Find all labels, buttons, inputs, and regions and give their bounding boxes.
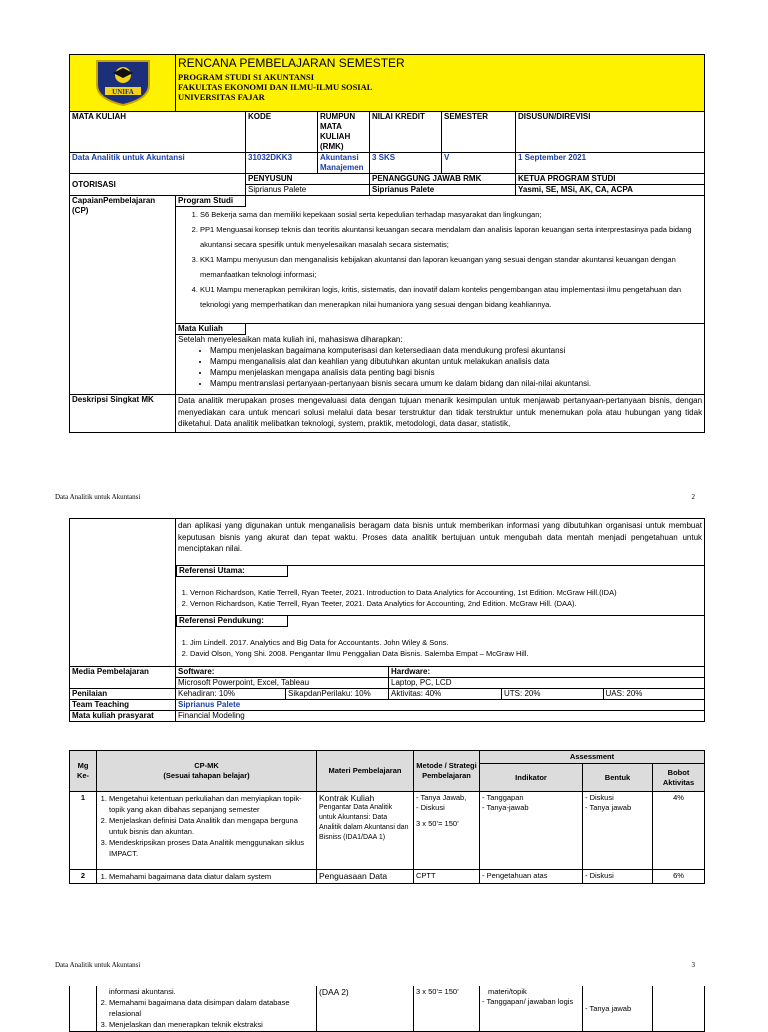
cp-mk-item: • Mampu menganalisis alat dan keahlian yang dibutuhkan akuntan untuk melakukan analisis data xyxy=(210,356,702,367)
row1-cpmk-item: 2. Menjelaskan definisi Data Analitik dan mengapa berguna untuk bisnis dan akuntan. xyxy=(109,815,314,837)
row2c-materi: (DAA 2) xyxy=(317,986,414,1032)
page-3-header xyxy=(55,961,695,969)
row2c-bentuk: - Tanya jawab xyxy=(583,986,653,1032)
row1-metode-list: - Tanya Jawab, - Diskusi xyxy=(416,793,467,812)
row2-metode: CPTT xyxy=(414,870,480,884)
row1-metode xyxy=(414,792,480,870)
cp-mk-spacer xyxy=(246,324,705,335)
header-metode: Metode / Strategi Pembelajaran xyxy=(414,751,480,792)
row1-metode-time: 3 x 50’= 150’ xyxy=(416,819,459,828)
ref-pendukung-section xyxy=(176,615,704,659)
row1-bentuk-item: Tanya jawab xyxy=(589,803,632,812)
value-team-teaching: Siprianus Palete xyxy=(176,700,705,711)
label-penilaian: Penilaian xyxy=(70,689,176,700)
label-otorisasi: OTORISASI xyxy=(70,174,246,196)
value-semester: V xyxy=(442,153,516,174)
row2-mg: 2 xyxy=(70,870,97,884)
row1-cpmk-item: 3. Mendeskripsikan proses Data Analitik menggunakan siklus IMPACT. xyxy=(109,837,314,859)
cp-prodi-item: 2. PP1 Menguasai konsep teknis dan teoritis akuntansi keuangan secara mendalam dan analisis laporan keuangan serta interprestasinya pada bidang akuntansi secara spesifik untuk menyelesaikan masalah secara sistematis; xyxy=(200,222,702,252)
row1-indikator-item: Tanggapan xyxy=(486,793,524,802)
page-2 xyxy=(0,518,768,884)
label-prasyarat: Mata kuliah prasyarat xyxy=(70,711,176,722)
header-indikator: Indikator xyxy=(480,764,583,792)
value-hardware: Laptop, PC, LCD xyxy=(389,678,705,689)
page-number: 2 xyxy=(691,493,695,501)
penilaian-kehadiran: Kehadiran: 10% xyxy=(176,689,286,700)
cp-prodi-item: 3. KK1 Mampu menyusun dan menganalisis kebijakan akuntansi dan laporan keuangan yang sesuai dengan standar akuntansi keuangan dengan memanfaatkan teknologi informasi; xyxy=(200,252,702,282)
row2-bentuk: - Diskusi xyxy=(583,870,653,884)
row2c-cpmk-item: 3. Menjelaskan dan menerapkan teknik ekstraksi xyxy=(109,1019,314,1030)
row2c-bobot xyxy=(653,986,705,1032)
penilaian-uts: UTS: 20% xyxy=(502,689,603,699)
row1-materi-title: Kontrak Kuliah xyxy=(319,793,375,803)
program-name: PROGRAM STUDI S1 AKUNTANSI xyxy=(178,72,315,82)
row2-materi: Penguasaan Data xyxy=(317,870,414,884)
document-title: RENCANA PEMBELAJARAN SEMESTER xyxy=(178,56,405,70)
cp-mk-item: • Mampu menjelaskan mengapa analisis data penting bagi bisnis xyxy=(210,367,702,378)
label-kode: KODE xyxy=(246,112,318,153)
running-title: Data Analitik untuk Akuntansi xyxy=(55,961,141,969)
rps-detail-table xyxy=(69,518,705,722)
row1-materi-text: Pengantar Data Analitik untuk Akuntansi: Data Analitik dalam Akuntansi dan Bisniss (IDA1/DAA 1) xyxy=(319,804,409,841)
svg-text:UNIFA: UNIFA xyxy=(111,88,134,96)
ref-utama-list xyxy=(190,587,704,609)
row2c-indikator: materi/topik - Tanggapan/ jawaban logis xyxy=(480,986,583,1032)
page-1 xyxy=(0,54,768,433)
cp-prodi-item: 4. KU1 Mampu menerapkan pemikiran logis, kritis, sistematis, dan inovatif dalam konteks pengembangan atau implementasi ilmu pengetahuan dan teknologi yang memperhatikan dan menerapkan nilai humaniora yang sesuai dengan bidang keahliannya. xyxy=(200,282,702,312)
label-mata-kuliah: MATA KULIAH xyxy=(70,112,246,153)
value-nilai-kredit: 3 SKS xyxy=(370,153,442,174)
header-bentuk: Bentuk xyxy=(583,764,653,792)
row2-indikator-text: Pengetahuan atas xyxy=(486,871,548,880)
label-hardware: Hardware: xyxy=(389,667,705,678)
row2c-metode: 3 x 50’= 150’ xyxy=(414,986,480,1032)
label-team-teaching: Team Teaching xyxy=(70,700,176,711)
penilaian-sikap: SikapdanPerilaku: 10% xyxy=(286,689,389,700)
ref-utama-section xyxy=(176,565,704,609)
university-name: UNIVERSITAS FAJAR xyxy=(178,92,265,102)
table-row xyxy=(70,870,705,884)
cp-prodi-spacer xyxy=(246,196,705,207)
unifa-logo xyxy=(72,55,173,107)
header-mg: Mg Ke- xyxy=(70,751,97,792)
row2c-cpmk xyxy=(97,986,317,1032)
value-prasyarat: Financial Modeling xyxy=(176,711,705,722)
ref-utama-item: 2. Vernon Richardson, Katie Terrell, Ryan Teeter, 2021. Data Analytics for Accounting, 2nd Edition. McGraw Hill. (DAA). xyxy=(190,598,704,609)
label-ketua-prodi: KETUA PROGRAM STUDI xyxy=(516,174,705,185)
label-program-studi: Program Studi xyxy=(176,196,246,207)
header-bobot: Bobot Aktivitas xyxy=(653,764,705,792)
header-cpmk-sub: (Sesuai tahapan belajar) xyxy=(163,771,250,780)
assessment-table xyxy=(69,750,705,884)
header-assessment: Assessment xyxy=(480,751,705,764)
page-3 xyxy=(0,986,768,1032)
rps-header-table xyxy=(69,54,705,433)
label-penanggung-jawab: PENANGGUNG JAWAB RMK xyxy=(370,174,516,185)
cp-mk-item: • Mampu mentranslasi pertanyaan-pertanyaan bisnis secara umum ke dalam bidang dan nilai-nilai akuntansi. xyxy=(210,378,702,389)
value-kode: 31032DKK3 xyxy=(246,153,318,174)
running-title: Data Analitik untuk Akuntansi xyxy=(55,493,141,501)
row1-cpmk-item: 1. Mengetahui ketentuan perkuliahan dan menyiapkan topik-topik yang akan dibahas sepanjang semester xyxy=(109,793,314,815)
page-2-header xyxy=(55,493,695,501)
cp-prodi-item: 1. S6 Bekerja sama dan memiliki kepekaan sosial serta kepedulian terhadap masyarakat dan lingkungan; xyxy=(200,207,702,222)
ref-utama-label: Referensi Utama: xyxy=(176,566,288,577)
cp-prodi-list xyxy=(200,207,702,312)
cp-prodi-list-cell xyxy=(176,207,705,324)
penilaian-aktivitas: Aktivitas: 40% xyxy=(389,689,502,700)
row2-indikator: - Pengetahuan atas xyxy=(480,870,583,884)
deskripsi-text-part2: dan aplikasi yang digunakan untuk menganalisis beragam data bisnis untuk memberikan informasi yang dibutuhkan organisasi untuk membuat keputusan bisnis yang akurat dan tepat waktu. Proses data analitik bertujuan untuk mengubah data mentah menjadi pengetahuan untuk menciptakan nilai. xyxy=(178,521,703,553)
row2-bentuk-text: Diskusi xyxy=(589,871,614,880)
row1-metode-item: Diskusi xyxy=(420,803,445,812)
deskripsi-continued-label xyxy=(70,519,176,667)
header-title-cell xyxy=(176,55,705,112)
label-media: Media Pembelajaran xyxy=(70,667,176,689)
row2-bobot: 6% xyxy=(653,870,705,884)
label-nilai-kredit: NILAI KREDIT xyxy=(370,112,442,153)
ref-utama-item: 1. Vernon Richardson, Katie Terrell, Ryan Teeter, 2021. Introduction to Data Analytics for Accounting, 1st Edition. McGraw Hill.(IDA) xyxy=(190,587,704,598)
cp-mk-item: • Mampu menjelaskan bagaimana komputerisasi dan ketersediaan data mendukung profesi akuntansi xyxy=(210,345,702,356)
deskripsi-continued-cell xyxy=(176,519,705,667)
ref-pendukung-item: 1. Jim Lindell. 2017. Analytics and Big Data for Accountants. John Wiley & Sons. xyxy=(190,637,704,648)
row2c-cpmk-item: 2. Memahami bagaimana data disimpan dalam database relasional xyxy=(109,997,314,1019)
label-disusun: DISUSUN/DIREVISI xyxy=(516,112,705,153)
value-disusun: 1 September 2021 xyxy=(516,153,705,174)
cp-mk-cell xyxy=(176,335,705,395)
header-cpmk-title: CP-MK xyxy=(194,761,219,770)
ref-pendukung-item: 2. David Olson, Yong Shi. 2008. Pengantar Ilmu Penggalian Data Bisnis. Salemba Empat – McGraw Hill. xyxy=(190,648,704,659)
value-penanggung-jawab: Siprianus Palete xyxy=(370,185,516,196)
row1-cpmk-list xyxy=(109,793,314,859)
page-number: 3 xyxy=(691,961,695,969)
row1-bentuk: - Diskusi - Tanya jawab xyxy=(583,792,653,870)
row2c-bentuk-text: Tanya jawab xyxy=(589,1003,632,1013)
table-row xyxy=(70,986,705,1032)
value-penyusun: Siprianus Palete xyxy=(246,185,370,196)
row2-cpmk-item: 1. Memahami bagaimana data diatur dalam system xyxy=(109,871,314,882)
label-penyusun: PENYUSUN xyxy=(246,174,370,185)
row1-metode-item: Tanya Jawab, xyxy=(420,793,467,802)
row2c-mg xyxy=(70,986,97,1032)
assessment-table-continued xyxy=(69,986,705,1032)
table-row xyxy=(70,792,705,870)
faculty-name: FAKULTAS EKONOMI DAN ILMU-ILMU SOSIAL xyxy=(178,82,373,92)
row1-cpmk xyxy=(97,792,317,870)
ref-pendukung-list xyxy=(190,637,704,659)
label-software: Software: xyxy=(176,667,389,678)
cp-mk-list xyxy=(210,345,702,389)
value-software: Microsoft Powerpoint, Excel, Tableau xyxy=(176,678,389,689)
row2-cpmk xyxy=(97,870,317,884)
label-mata-kuliah-cp: Mata Kuliah xyxy=(176,324,246,335)
label-cp: CapaianPembelajaran (CP) xyxy=(70,196,176,395)
unifa-logo-icon xyxy=(91,55,155,107)
cp-mk-intro: Setelah menyelesaikan mata kuliah ini, mahasiswa diharapkan: xyxy=(178,335,403,344)
value-rumpun: Akuntansi Manajemen xyxy=(318,153,370,174)
header-materi: Materi Pembelajaran xyxy=(317,751,414,792)
penilaian-uas: UAS: 20% xyxy=(605,689,643,698)
label-deskripsi: Deskripsi Singkat MK xyxy=(70,395,176,433)
row2c-indikator-item: materi/topik xyxy=(488,987,527,996)
label-semester: SEMESTER xyxy=(442,112,516,153)
row1-indikator-item: Tanya-jawab xyxy=(486,803,529,812)
ref-pendukung-label: Referensi Pendukung: xyxy=(176,616,288,627)
value-mata-kuliah: Data Analitik untuk Akuntansi xyxy=(70,153,246,174)
row1-bobot: 4% xyxy=(653,792,705,870)
row1-mg: 1 xyxy=(70,792,97,870)
row1-materi xyxy=(317,792,414,870)
value-ketua-prodi: Yasmi, SE, MSi, AK, CA, ACPA xyxy=(516,185,705,196)
row1-bentuk-item: Diskusi xyxy=(589,793,614,802)
deskripsi-text-part1: Data analitik merupakan proses mengevaluasi data dengan tujuan menarik kesimpulan untuk menjawab pertanyaan-pertanyaan bisnis, dengan menyediakan cara untuk mencari solusi melalui data besar terstruktur dan tidak terstruktur untuk menemukan pola atau hubungan yang tidak diketahui. Data analitik melibatkan teknologi, system, praktik, metodologi, data dasar, statistik, xyxy=(176,395,705,433)
label-rumpun-text: RUMPUN MATA KULIAH (RMK) xyxy=(320,112,356,151)
header-cpmk xyxy=(97,751,317,792)
label-rumpun xyxy=(318,112,370,153)
row1-indikator: - Tanggapan - Tanya-jawab xyxy=(480,792,583,870)
logo-cell xyxy=(70,55,176,112)
row2c-indikator-item: Tanggapan/ jawaban logis xyxy=(486,997,574,1006)
row2c-cpmk-cont: informasi akuntansi. xyxy=(109,987,176,996)
penilaian-exams xyxy=(502,689,705,700)
